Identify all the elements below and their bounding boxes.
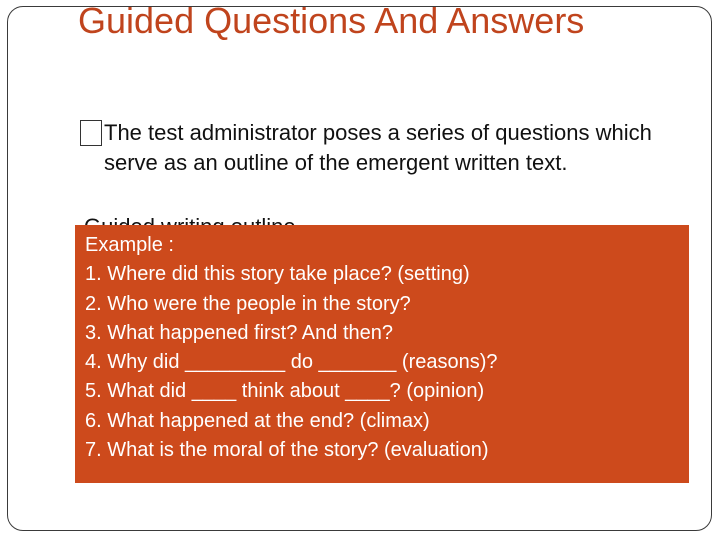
bullet-text: The test administrator poses a series of questions which serve as an outline of the emergent written text. <box>104 120 652 175</box>
example-item: 5. What did ____ think about ____? (opinion) <box>85 380 485 403</box>
example-item: 4. Why did _________ do _______ (reasons)? <box>85 351 498 374</box>
bullet-item <box>80 118 680 178</box>
example-item: 2. Who were the people in the story? <box>85 292 411 315</box>
example-box <box>75 225 689 483</box>
bullet-box-icon <box>80 120 102 146</box>
bullet-list <box>80 118 680 178</box>
example-heading: Example : <box>85 234 174 256</box>
slide-title: Guided Questions And Answers <box>78 0 585 41</box>
example-item: 6. What happened at the end? (climax) <box>85 409 430 432</box>
example-item: 1. Where did this story take place? (setting) <box>85 263 470 286</box>
example-item: 3. What happened first? And then? <box>85 321 393 344</box>
example-item: 7. What is the moral of the story? (evaluation) <box>85 439 489 462</box>
